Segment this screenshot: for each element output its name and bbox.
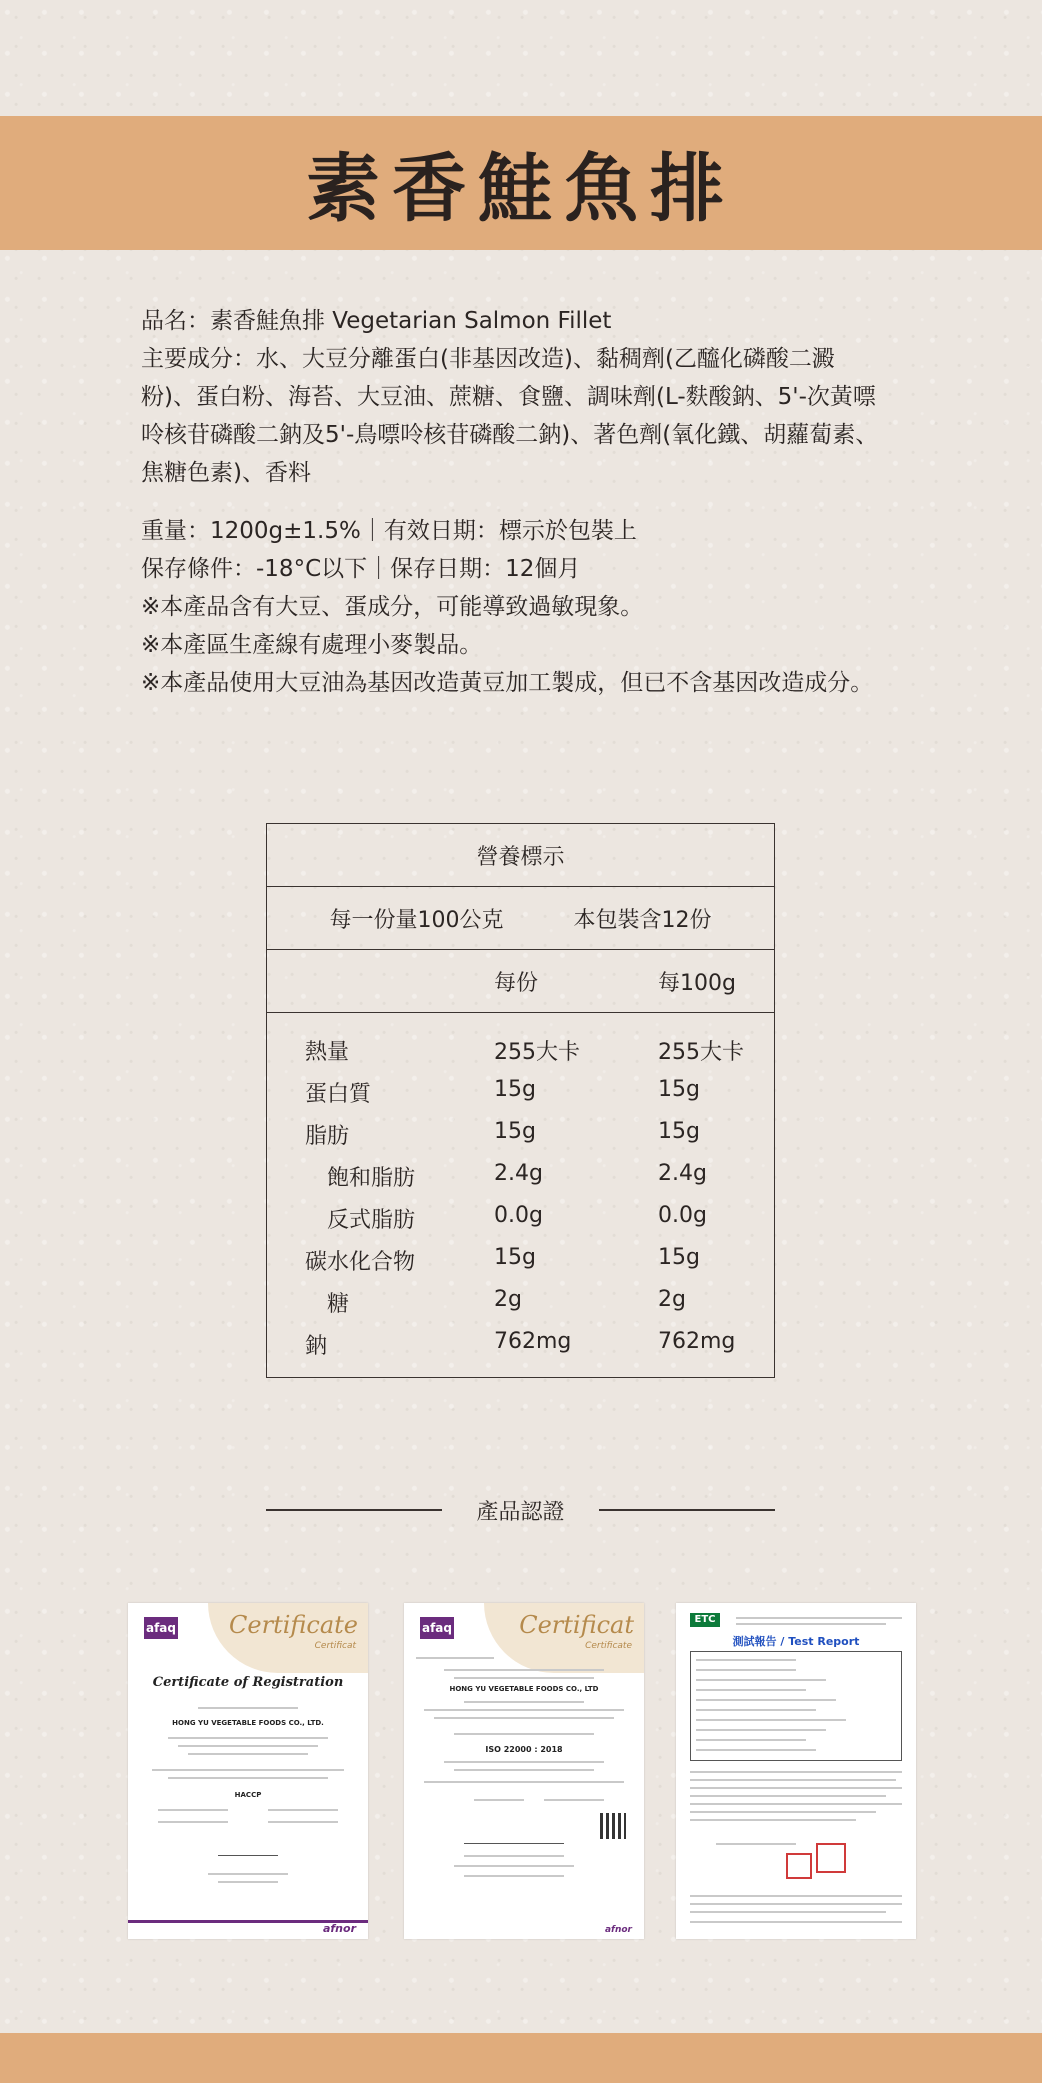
nutrient-per-serving: 15g bbox=[494, 1119, 536, 1144]
product-name-line: 品名：素香鮭魚排 Vegetarian Salmon Fillet bbox=[141, 308, 612, 334]
signature-2 bbox=[464, 1843, 564, 1844]
signature bbox=[218, 1855, 278, 1856]
nutrition-title: 營養標示 bbox=[476, 844, 565, 870]
ingredients-line-4: 焦糖色素)、香料 bbox=[141, 460, 311, 486]
nutrient-per-serving: 0.0g bbox=[494, 1203, 543, 1228]
title-band bbox=[0, 116, 1042, 250]
nutrition-rows bbox=[267, 1029, 774, 1365]
nutrient-name: 碳水化合物 bbox=[305, 1250, 416, 1275]
divider-left bbox=[266, 1509, 442, 1511]
nutrient-per-serving: 2g bbox=[494, 1287, 522, 1312]
nutrient-per-serving: 762mg bbox=[494, 1329, 572, 1354]
nutrition-table bbox=[266, 823, 775, 1378]
report-table bbox=[690, 1651, 902, 1761]
nutrient-per-100g: 15g bbox=[658, 1077, 700, 1102]
nutrient-per-serving: 15g bbox=[494, 1245, 536, 1270]
nutrition-row bbox=[267, 1113, 774, 1155]
nutrient-name: 蛋白質 bbox=[305, 1082, 372, 1107]
test-report bbox=[676, 1603, 916, 1939]
iso22000-certificate bbox=[404, 1603, 644, 1939]
ingredients-line-2: 粉)、蛋白粉、海苔、大豆油、蔗糖、食鹽、調味劑(L-麩酸鈉、5'-次黃嘌 bbox=[141, 384, 876, 410]
wheat-note: ※本產區生產線有處理小麥製品。 bbox=[141, 632, 483, 658]
nutrient-name: 鈉 bbox=[305, 1334, 328, 1359]
nutrient-name: 飽和脂肪 bbox=[327, 1166, 416, 1191]
certificate-title: Certificate of Registration bbox=[152, 1675, 344, 1690]
nutrition-row bbox=[267, 1155, 774, 1197]
certificate-subword: Certificat bbox=[314, 1641, 356, 1651]
divider-right bbox=[599, 1509, 775, 1511]
col-per-serving: 每份 bbox=[494, 970, 539, 996]
nutrition-row bbox=[267, 1323, 774, 1365]
nutrient-per-100g: 0.0g bbox=[658, 1203, 707, 1228]
gmo-note: ※本產品使用大豆油為基因改造黃豆加工製成，但已不含基因改造成分。 bbox=[141, 670, 874, 696]
nutrient-per-100g: 762mg bbox=[658, 1329, 736, 1354]
certification-heading bbox=[266, 1492, 775, 1528]
nutrition-row bbox=[267, 1197, 774, 1239]
nutrition-row bbox=[267, 1071, 774, 1113]
nutrient-per-100g: 15g bbox=[658, 1245, 700, 1270]
haccp-certificate bbox=[128, 1603, 368, 1939]
nutrition-row bbox=[267, 1239, 774, 1281]
nutrition-title-row bbox=[267, 824, 774, 887]
qr-code bbox=[600, 1813, 626, 1839]
nutrient-per-serving: 2.4g bbox=[494, 1161, 543, 1186]
certificate-standard: HACCP bbox=[234, 1791, 262, 1799]
ingredients-line-1: 主要成分：水、大豆分離蛋白(非基因改造)、黏稠劑(乙醯化磷酸二澱 bbox=[141, 346, 835, 372]
test-report-title: 測試報告 / Test Report bbox=[732, 1635, 860, 1648]
certificate-subword-2: Certificate bbox=[585, 1641, 632, 1651]
afaq-logo-2: afaq bbox=[420, 1617, 454, 1639]
ingredients-line-3: 呤核苷磷酸二鈉及5'-鳥嘌呤核苷磷酸二鈉)、著色劑(氧化鐵、胡蘿蔔素、 bbox=[141, 422, 879, 448]
nutrient-name: 糖 bbox=[327, 1292, 350, 1317]
certificate-word-2: Certificat bbox=[519, 1611, 634, 1639]
nutrient-name: 脂肪 bbox=[305, 1124, 350, 1149]
red-stamp-2 bbox=[816, 1843, 846, 1873]
certificate-word: Certificate bbox=[229, 1611, 358, 1639]
nutrient-per-100g: 15g bbox=[658, 1119, 700, 1144]
certificate-company-2: HONG YU VEGETABLE FOODS CO., LTD bbox=[449, 1685, 599, 1693]
servings-per-pack: 本包裝含12份 bbox=[573, 907, 712, 933]
etc-logo: ETC bbox=[690, 1613, 720, 1627]
nutrient-name: 熱量 bbox=[305, 1040, 350, 1065]
weight-line: 重量：1200g±1.5%｜有效日期：標示於包裝上 bbox=[141, 518, 637, 544]
nutrient-per-serving: 15g bbox=[494, 1077, 536, 1102]
nutrient-name: 反式脂肪 bbox=[327, 1208, 416, 1233]
nutrition-row bbox=[267, 1029, 774, 1071]
product-info bbox=[141, 302, 911, 702]
bottom-band bbox=[0, 2033, 1042, 2083]
afaq-logo: afaq bbox=[144, 1617, 178, 1639]
red-stamp-1 bbox=[786, 1853, 812, 1879]
nutrient-per-serving: 255大卡 bbox=[494, 1040, 580, 1065]
allergen-note: ※本產品含有大豆、蛋成分，可能導致過敏現象。 bbox=[141, 594, 644, 620]
certificate-company: HONG YU VEGETABLE FOODS CO., LTD. bbox=[172, 1719, 324, 1727]
nutrient-per-100g: 2.4g bbox=[658, 1161, 707, 1186]
certification-title: 產品認證 bbox=[476, 1499, 565, 1525]
col-per-100g: 每100g bbox=[658, 970, 736, 996]
certificate-standard-2: ISO 22000 : 2018 bbox=[485, 1745, 563, 1754]
serving-row bbox=[267, 887, 774, 950]
column-header-row bbox=[267, 950, 774, 1013]
afnor-logo-2: afnor bbox=[604, 1925, 632, 1935]
storage-line: 保存條件：-18°C以下｜保存日期：12個月 bbox=[141, 556, 581, 582]
nutrient-per-100g: 2g bbox=[658, 1287, 686, 1312]
serving-size: 每一份量100公克 bbox=[329, 907, 504, 933]
nutrition-row bbox=[267, 1281, 774, 1323]
nutrient-per-100g: 255大卡 bbox=[658, 1040, 744, 1065]
afnor-logo: afnor bbox=[322, 1922, 356, 1935]
product-title: 素香鮭魚排 bbox=[306, 146, 736, 232]
